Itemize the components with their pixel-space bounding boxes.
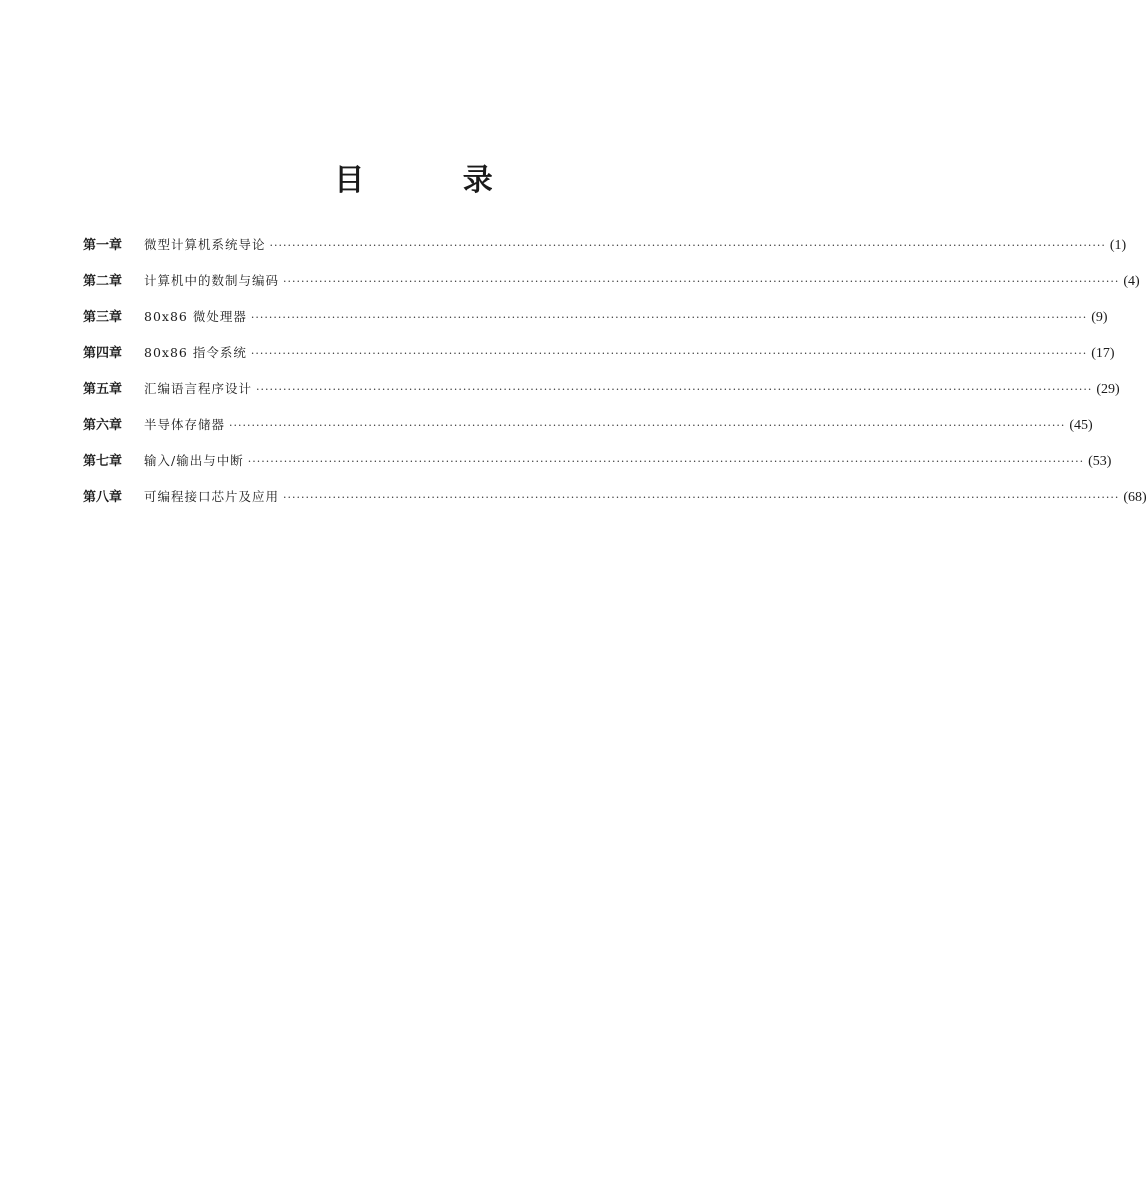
dot-leader: ·························································································································································································· <box>247 455 1085 468</box>
dot-leader: ·························································································································································································· <box>283 491 1120 504</box>
page-number: (68) <box>1123 490 1147 505</box>
page-title: 目 录 <box>334 163 537 198</box>
toc-entry[interactable] <box>83 450 1112 486</box>
dot-leader: ·························································································································································································· <box>283 275 1120 288</box>
chapter-title: 可编程接口芯片及应用 <box>144 489 280 504</box>
page-number: (29) <box>1096 382 1120 397</box>
chapter-title: 汇编语言程序设计 <box>144 381 253 396</box>
page-number: (45) <box>1069 418 1093 433</box>
table-of-contents <box>83 234 1147 522</box>
chapter-number: 第二章 <box>83 274 123 289</box>
chapter-number: 第六章 <box>83 418 123 433</box>
chapter-number: 第七章 <box>83 454 123 469</box>
toc-entry[interactable] <box>83 342 1115 378</box>
page-number: (17) <box>1091 346 1115 361</box>
toc-entry[interactable] <box>83 378 1120 414</box>
chapter-title: 输入/输出与中断 <box>144 453 244 468</box>
chapter-title: 微型计算机系统导论 <box>144 237 266 252</box>
chapter-title: 计算机中的数制与编码 <box>144 273 280 288</box>
dot-leader: ·························································································································································································· <box>250 311 1088 324</box>
toc-entry[interactable] <box>83 234 1127 270</box>
page-number: (4) <box>1123 274 1140 289</box>
page-number: (1) <box>1109 238 1127 253</box>
chapter-number: 第三章 <box>83 310 123 325</box>
page-number: (9) <box>1091 310 1108 325</box>
toc-entry[interactable] <box>83 414 1093 450</box>
dot-leader: ·························································································································································································· <box>269 239 1106 252</box>
toc-entry[interactable] <box>83 306 1108 342</box>
chapter-title: 80x86 指令系统 <box>144 345 247 360</box>
toc-entry[interactable] <box>83 270 1140 306</box>
dot-leader: ·························································································································································································· <box>256 383 1093 396</box>
dot-leader: ·························································································································································································· <box>229 419 1066 432</box>
chapter-number: 第五章 <box>83 382 123 397</box>
chapter-number: 第八章 <box>83 490 123 505</box>
toc-entry[interactable] <box>83 486 1147 522</box>
chapter-title: 80x86 微处理器 <box>144 309 247 324</box>
dot-leader: ·························································································································································································· <box>250 347 1088 360</box>
chapter-number: 第四章 <box>83 346 123 361</box>
chapter-number: 第一章 <box>83 238 123 253</box>
page-number: (53) <box>1088 454 1112 469</box>
chapter-title: 半导体存储器 <box>144 417 226 432</box>
